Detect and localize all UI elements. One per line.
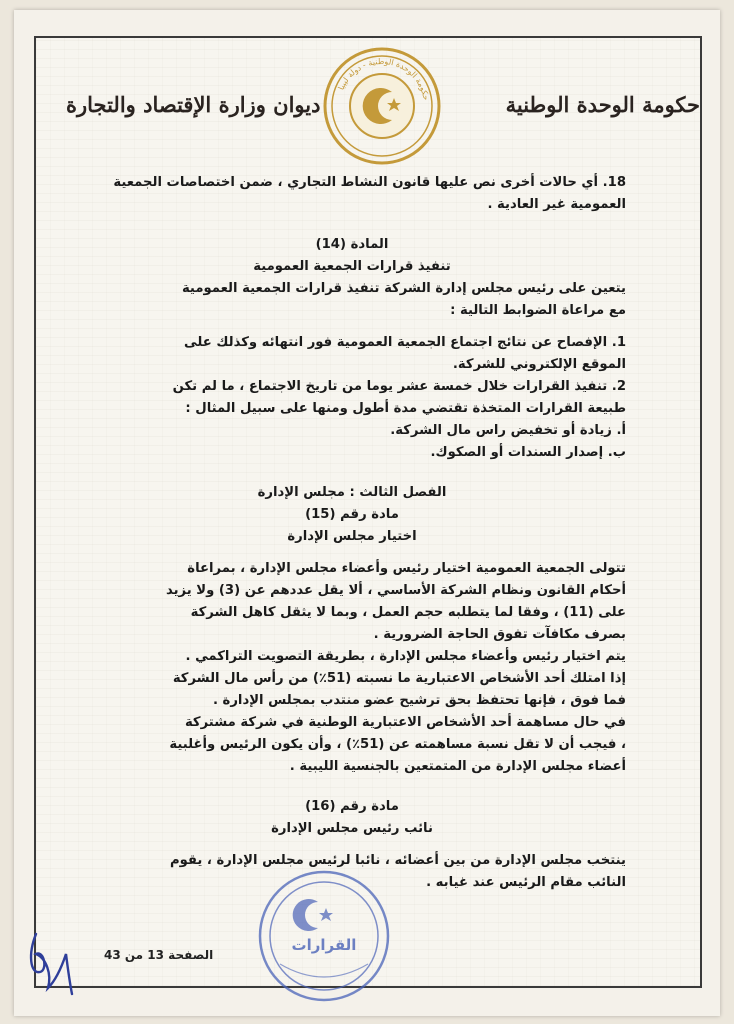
- stamp-label: القرارات: [291, 936, 357, 954]
- article-16-title: نائب رئيس مجلس الإدارة: [271, 821, 433, 836]
- article-15-bullet-3-line-1: - إذا امتلك أحد الأشخاص الاعتبارية ما نسبته (51٪) من رأس مال الشركة: [78, 668, 626, 690]
- page-number-label: الصفحة 13 من 43: [104, 948, 214, 962]
- article-14-point-2-line-1: 2. تنفيذ القرارات خلال خمسة عشر يوما من تاريخ الاجتماع ، ما لم تكن: [172, 379, 626, 394]
- header-government-title: حكومة الوحدة الوطنية: [505, 92, 700, 117]
- item-18-line-1: 18. أي حالات أخرى نص عليها قانون النشاط التجاري ، ضمن اختصاصات الجمعية: [113, 175, 626, 190]
- handwritten-signature-icon: [22, 914, 82, 1004]
- article-15-bullet-2: - يتم اختيار رئيس وأعضاء مجلس الإدارة ، بطريقة التصويت التراكمي .: [78, 646, 626, 668]
- article-15-bullet-4-line-3: أعضاء مجلس الإدارة من المتمتعين بالجنسية الليبية .: [289, 759, 626, 774]
- header-ministry-title: ديوان وزارة الإقتصاد والتجارة: [66, 92, 321, 117]
- article-14-point-1-line-2: الموقع الإلكتروني للشركة.: [452, 357, 626, 372]
- article-14-title: تنفيذ قرارات الجمعية العمومية: [253, 259, 451, 274]
- article-14-point-a: أ. زيادة أو تخفيض راس مال الشركة.: [390, 423, 626, 438]
- document-body: [78, 172, 626, 894]
- article-15-bullet-1-line-1: - تتولى الجمعية العمومية اختيار رئيس وأعضاء مجلس الإدارة ، بمراعاة: [78, 558, 626, 580]
- article-14-intro-line-2: مع مراعاة الضوابط التالية :: [450, 303, 626, 318]
- article-14-point-2-line-2: طبيعة القرارات المتخذة تقتضي مدة أطول ومنها على سبيل المثال :: [185, 401, 626, 416]
- article-15-bullet-4-line-2: ، فيجب أن لا تقل نسبة مساهمته عن (51٪) ، وأن يكون الرئيس وأغلبية: [169, 737, 626, 752]
- article-16-bullet-1-line-2: النائب مقام الرئيس عند غيابه .: [426, 875, 626, 890]
- government-emblem-icon: [322, 46, 442, 166]
- article-15-title: اختيار مجلس الإدارة: [287, 529, 417, 544]
- article-15-bullet-1-line-3: على (11) ، وفقا لما يتطلبه حجم العمل ، وبما لا يثقل كاهل الشركة: [190, 605, 626, 620]
- article-14-point-1-line-1: 1. الإفصاح عن نتائج اجتماع الجمعية العمومية فور انتهائه وكذلك على: [184, 335, 626, 350]
- article-15-bullet-3-line-2: فما فوق ، فإنها تحتفظ بحق ترشيح عضو منتدب بمجلس الإدارة .: [212, 693, 626, 708]
- article-14-number: المادة (14): [315, 237, 389, 252]
- official-stamp-icon: [256, 868, 392, 1004]
- emblem-ring-text: حكومة الوحدة الوطنية - دولة ليبيا: [336, 56, 431, 101]
- item-18-line-2: العمومية غير العادية .: [487, 197, 626, 212]
- chapter-3-title: الفصل الثالث : مجلس الإدارة: [257, 485, 447, 500]
- article-16-number: مادة رقم (16): [305, 799, 399, 814]
- article-15-number: مادة رقم (15): [305, 507, 399, 522]
- article-14-point-b: ب. إصدار السندات أو الصكوك.: [430, 445, 626, 460]
- article-14-intro-line-1: - يتعين على رئيس مجلس إدارة الشركة تنفيذ قرارات الجمعية العمومية: [78, 278, 626, 300]
- article-15-bullet-4-line-1: - في حال مساهمة أحد الأشخاص الاعتبارية الوطنية في شركة مشتركة: [78, 712, 626, 734]
- article-15-bullet-1-line-2: أحكام القانون ونظام الشركة الأساسي ، ألا يقل عددهم عن (3) ولا يزيد: [165, 583, 626, 598]
- article-16-bullet-1-line-1: - ينتخب مجلس الإدارة من بين أعضائه ، نائبا لرئيس مجلس الإدارة ، يقوم: [78, 850, 626, 872]
- article-15-bullet-1-line-4: بصرف مكافآت تفوق الحاجة الضرورية .: [373, 627, 626, 642]
